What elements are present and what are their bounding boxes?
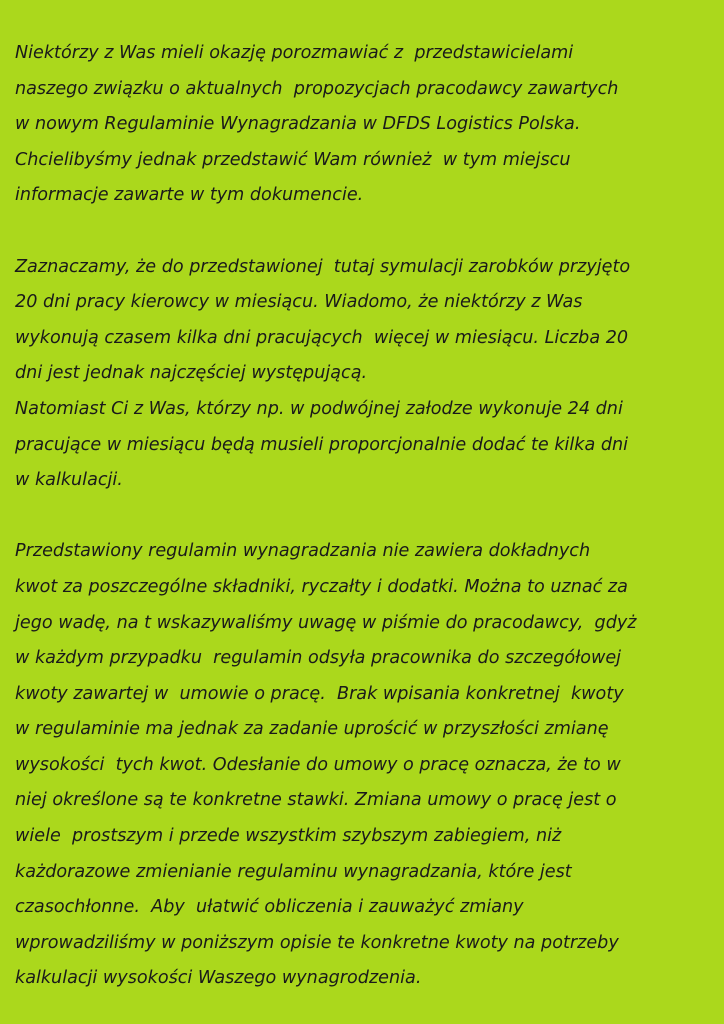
- text-line: naszego związku o aktualnych propozycjach pracodawcy zawartych: [15, 78, 619, 99]
- text-line: Chcielibyśmy jednak przedstawić Wam również w tym miejscu: [15, 149, 571, 170]
- text-line: kalkulacji wysokości Waszego wynagrodzenia.: [15, 968, 422, 989]
- paragraph-gap: [15, 499, 715, 535]
- text-line: w nowym Regulaminie Wynagradzania w DFDS Logistics Polska.: [15, 114, 581, 135]
- text-line: pracujące w miesiącu będą musieli proporcjonalnie dodać te kilka dni: [15, 434, 629, 455]
- text-line: wysokości tych kwot. Odesłanie do umowy o pracę oznacza, że to w: [15, 754, 621, 775]
- text-line: kwot za poszczególne składniki, ryczałty i dodatki. Można to uznać za: [15, 576, 628, 597]
- text-line: niej określone są te konkretne stawki. Zmiana umowy o pracę jest o: [15, 790, 617, 811]
- text-line: w każdym przypadku regulamin odsyła pracownika do szczegółowej: [15, 648, 622, 669]
- document-body: [15, 36, 715, 997]
- text-line: czasochłonne. Aby ułatwić obliczenia i zauważyć zmiany: [15, 897, 524, 918]
- text-line: kwoty zawartej w umowie o pracę. Brak wpisania konkretnej kwoty: [15, 683, 624, 704]
- text-line: informacje zawarte w tym dokumencie.: [15, 185, 364, 206]
- text-line: dni jest jednak najczęściej występującą.: [15, 363, 368, 384]
- text-line: 20 dni pracy kierowcy w miesiącu. Wiadomo, że niektórzy z Was: [15, 292, 583, 313]
- text-line: w regulaminie ma jednak za zadanie uprościć w przyszłości zmianę: [15, 719, 609, 740]
- text-line: wykonują czasem kilka dni pracujących więcej w miesiącu. Liczba 20: [15, 327, 629, 348]
- paragraph-working-days: [15, 250, 715, 499]
- text-line: w kalkulacji.: [15, 470, 123, 491]
- text-line: Niektórzy z Was mieli okazję porozmawiać z przedstawicielami: [15, 43, 574, 63]
- paragraph-intro: [15, 36, 715, 214]
- text-line: wprowadziliśmy w poniższym opisie te konkretne kwoty na potrzeby: [15, 932, 619, 953]
- text-line: Przedstawiony regulamin wynagradzania nie zawiera dokładnych: [15, 541, 591, 562]
- text-line: wiele prostszym i przede wszystkim szybszym zabiegiem, niż: [15, 826, 562, 847]
- text-line: Zaznaczamy, że do przedstawionej tutaj symulacji zarobków przyjęto: [15, 256, 631, 277]
- text-line: Natomiast Ci z Was, którzy np. w podwójnej załodze wykonuje 24 dni: [15, 398, 623, 419]
- paragraph-gap: [15, 214, 715, 250]
- text-line: każdorazowe zmienianie regulaminu wynagradzania, które jest: [15, 861, 572, 882]
- paragraph-regulations: [15, 534, 715, 997]
- text-line: jego wadę, na t wskazywaliśmy uwagę w piśmie do pracodawcy, gdyż: [15, 612, 637, 633]
